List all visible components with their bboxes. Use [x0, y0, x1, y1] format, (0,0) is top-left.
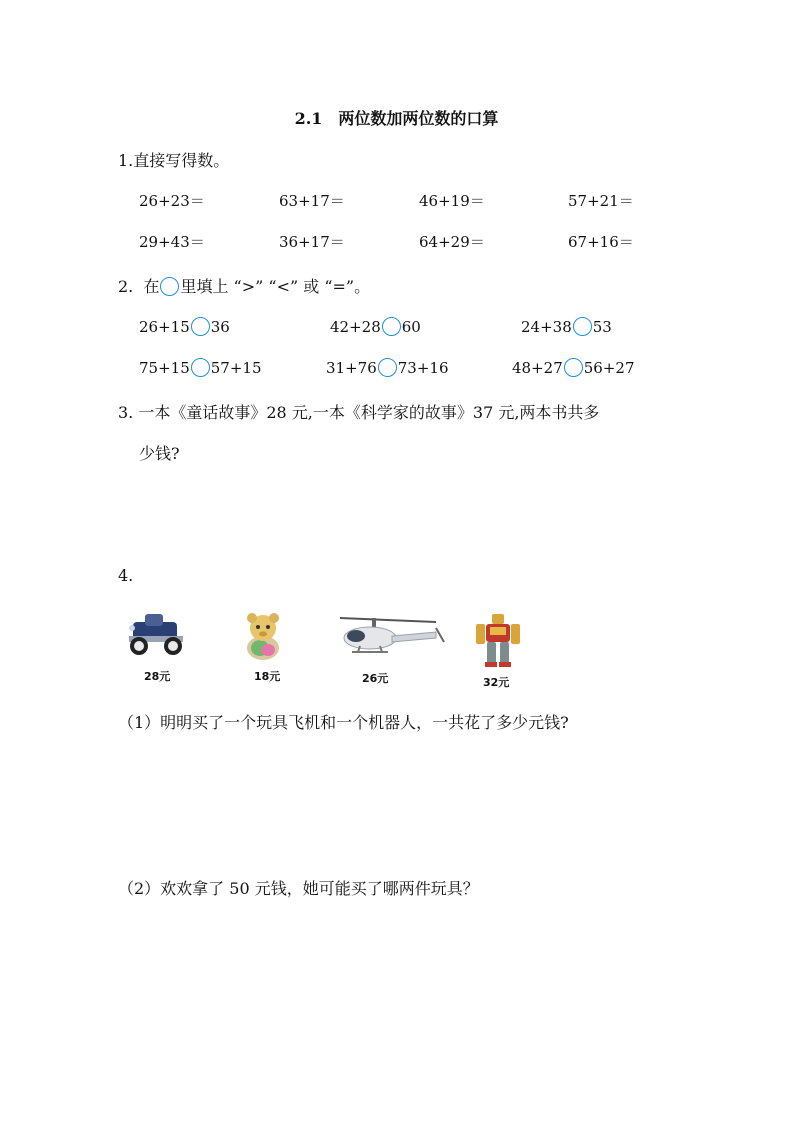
circle-icon — [160, 277, 179, 296]
compare-circle-blank[interactable] — [382, 317, 401, 336]
compare-left: 48+27 — [512, 359, 563, 377]
q1-label: 1.直接写得数。 — [118, 151, 230, 170]
page-title: 2.1 两位数加两位数的口算 — [294, 109, 499, 128]
toy-helicopter-price: 26元 — [362, 672, 389, 685]
q2-post: 里填上 “>” “<” 或 “=”。 — [180, 277, 371, 296]
compare-circle-blank[interactable] — [378, 358, 397, 377]
q2-pre: 在 — [143, 277, 160, 296]
compare-item — [139, 317, 230, 336]
q4-subquestion-1: （1）明明买了一个玩具飞机和一个机器人，一共花了多少元钱? — [118, 713, 569, 732]
compare-left: 42+28 — [330, 318, 381, 336]
q3-line-2: 少钱? — [139, 444, 180, 463]
toy-car-icon — [125, 608, 187, 660]
compare-left: 24+38 — [521, 318, 572, 336]
toy-bear-icon — [238, 608, 288, 662]
q1-expr-2: 63+17＝ — [279, 192, 345, 210]
compare-left: 26+15 — [139, 318, 190, 336]
compare-right: 73+16 — [397, 359, 449, 377]
compare-circle-blank[interactable] — [191, 358, 210, 377]
compare-circle-blank[interactable] — [573, 317, 592, 336]
q1-expr-8: 67+16＝ — [568, 233, 634, 251]
compare-left: 75+15 — [139, 359, 190, 377]
compare-left: 31+76 — [326, 359, 377, 377]
q1-expr-5: 29+43＝ — [139, 233, 205, 251]
toy-bear-price: 18元 — [254, 670, 281, 683]
compare-item — [139, 358, 262, 377]
toy-robot-icon — [470, 610, 526, 670]
compare-right: 60 — [401, 318, 421, 336]
q1-expr-7: 64+29＝ — [419, 233, 485, 251]
compare-item — [330, 317, 421, 336]
compare-right: 57+15 — [210, 359, 262, 377]
q2-number: 2. — [118, 277, 134, 296]
compare-right: 53 — [592, 318, 612, 336]
toy-robot-price: 32元 — [483, 676, 510, 689]
q1-expr-4: 57+21＝ — [568, 192, 634, 210]
q1-expr-3: 46+19＝ — [419, 192, 485, 210]
q1-expr-6: 36+17＝ — [279, 233, 345, 251]
compare-item — [326, 358, 449, 377]
q4-subquestion-2: （2）欢欢拿了 50 元钱，她可能买了哪两件玩具？ — [118, 879, 479, 898]
compare-right: 56+27 — [583, 359, 635, 377]
compare-item — [521, 317, 612, 336]
compare-circle-blank[interactable] — [191, 317, 210, 336]
compare-circle-blank[interactable] — [564, 358, 583, 377]
compare-right: 36 — [210, 318, 230, 336]
q2-instruction — [118, 274, 370, 297]
q1-expr-1: 26+23＝ — [139, 192, 205, 210]
compare-item — [512, 358, 635, 377]
toy-helicopter-icon — [332, 610, 450, 662]
toy-car-price: 28元 — [144, 670, 171, 683]
q3-line-1: 3. 一本《童话故事》28 元,一本《科学家的故事》37 元,两本书共多 — [118, 403, 600, 422]
q4-label: 4. — [118, 566, 134, 585]
